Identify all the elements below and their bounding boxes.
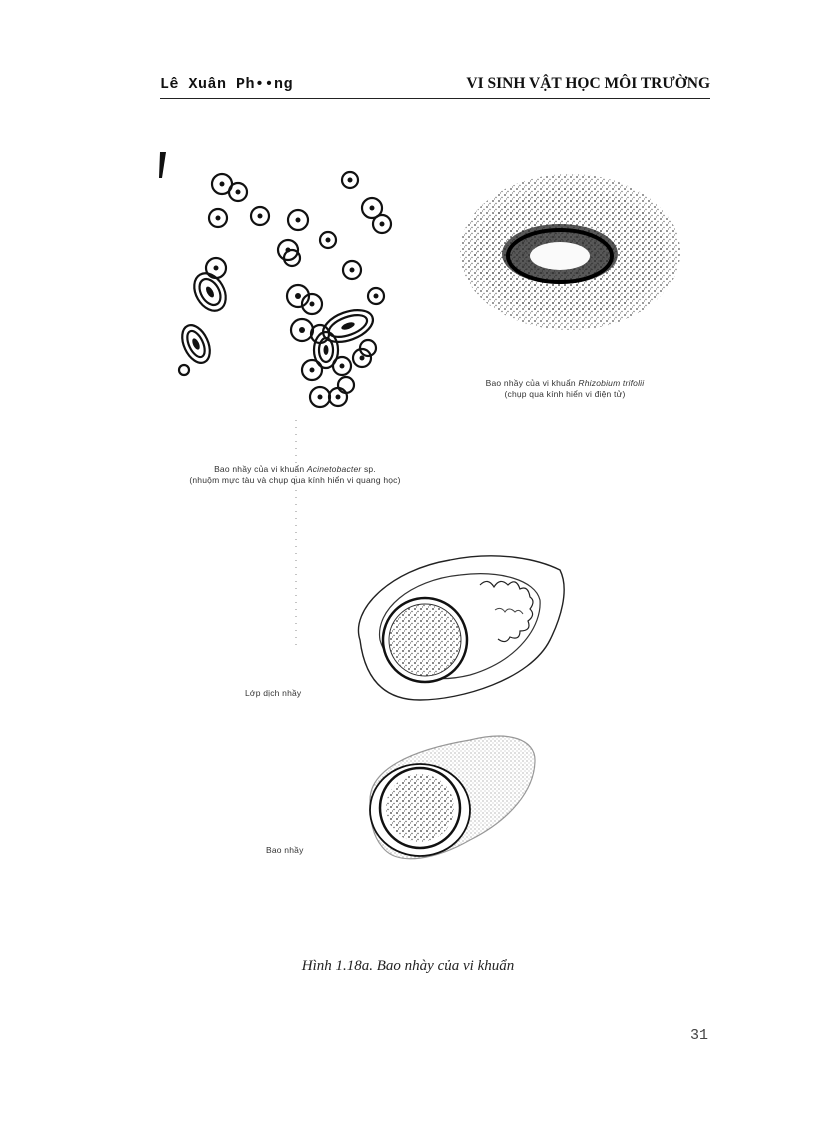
page-number: 31 [689,1027,708,1044]
rhizobium-caption-prefix: Bao nhầy của vi khuẩn [485,378,576,388]
author-name: Lê Xuân Ph••ng [160,76,294,93]
acinetobacter-caption-suffix: sp. [363,464,376,474]
figure-caption: Hình 1.18a. Bao nhày của vi khuẩn [301,958,515,974]
acinetobacter-caption-prefix: Bao nhầy của vi khuẩn [214,464,305,474]
rhizobium-organism-name: Rhizobium trifolii [578,378,645,388]
book-title: VI SINH VẬT HỌC MÔI TRƯỜNG [466,75,710,92]
page-header [160,74,710,99]
capsule-label: Bao nhầy [266,845,304,855]
capsule-cell-illustration [370,736,535,859]
acinetobacter-cells-illustration [177,172,391,407]
rhizobium-caption-line2: (chụp qua kính hiển vi điện tử) [504,389,626,399]
acinetobacter-caption-line2: (nhuộm mực tàu và chụp qua kính hiển vi quang học) [189,475,401,485]
slime-layer-cell-illustration [358,556,564,700]
figure-bacterial-capsules [150,140,710,900]
acinetobacter-organism-name: Acinetobacter [306,464,362,474]
acinetobacter-caption [150,464,440,486]
slime-layer-label: Lớp dịch nhầy [245,688,302,698]
rhizobium-caption [450,378,680,400]
figure-illustration [150,140,710,900]
corner-mark [159,152,166,178]
rhizobium-micrograph-illustration [460,174,680,330]
